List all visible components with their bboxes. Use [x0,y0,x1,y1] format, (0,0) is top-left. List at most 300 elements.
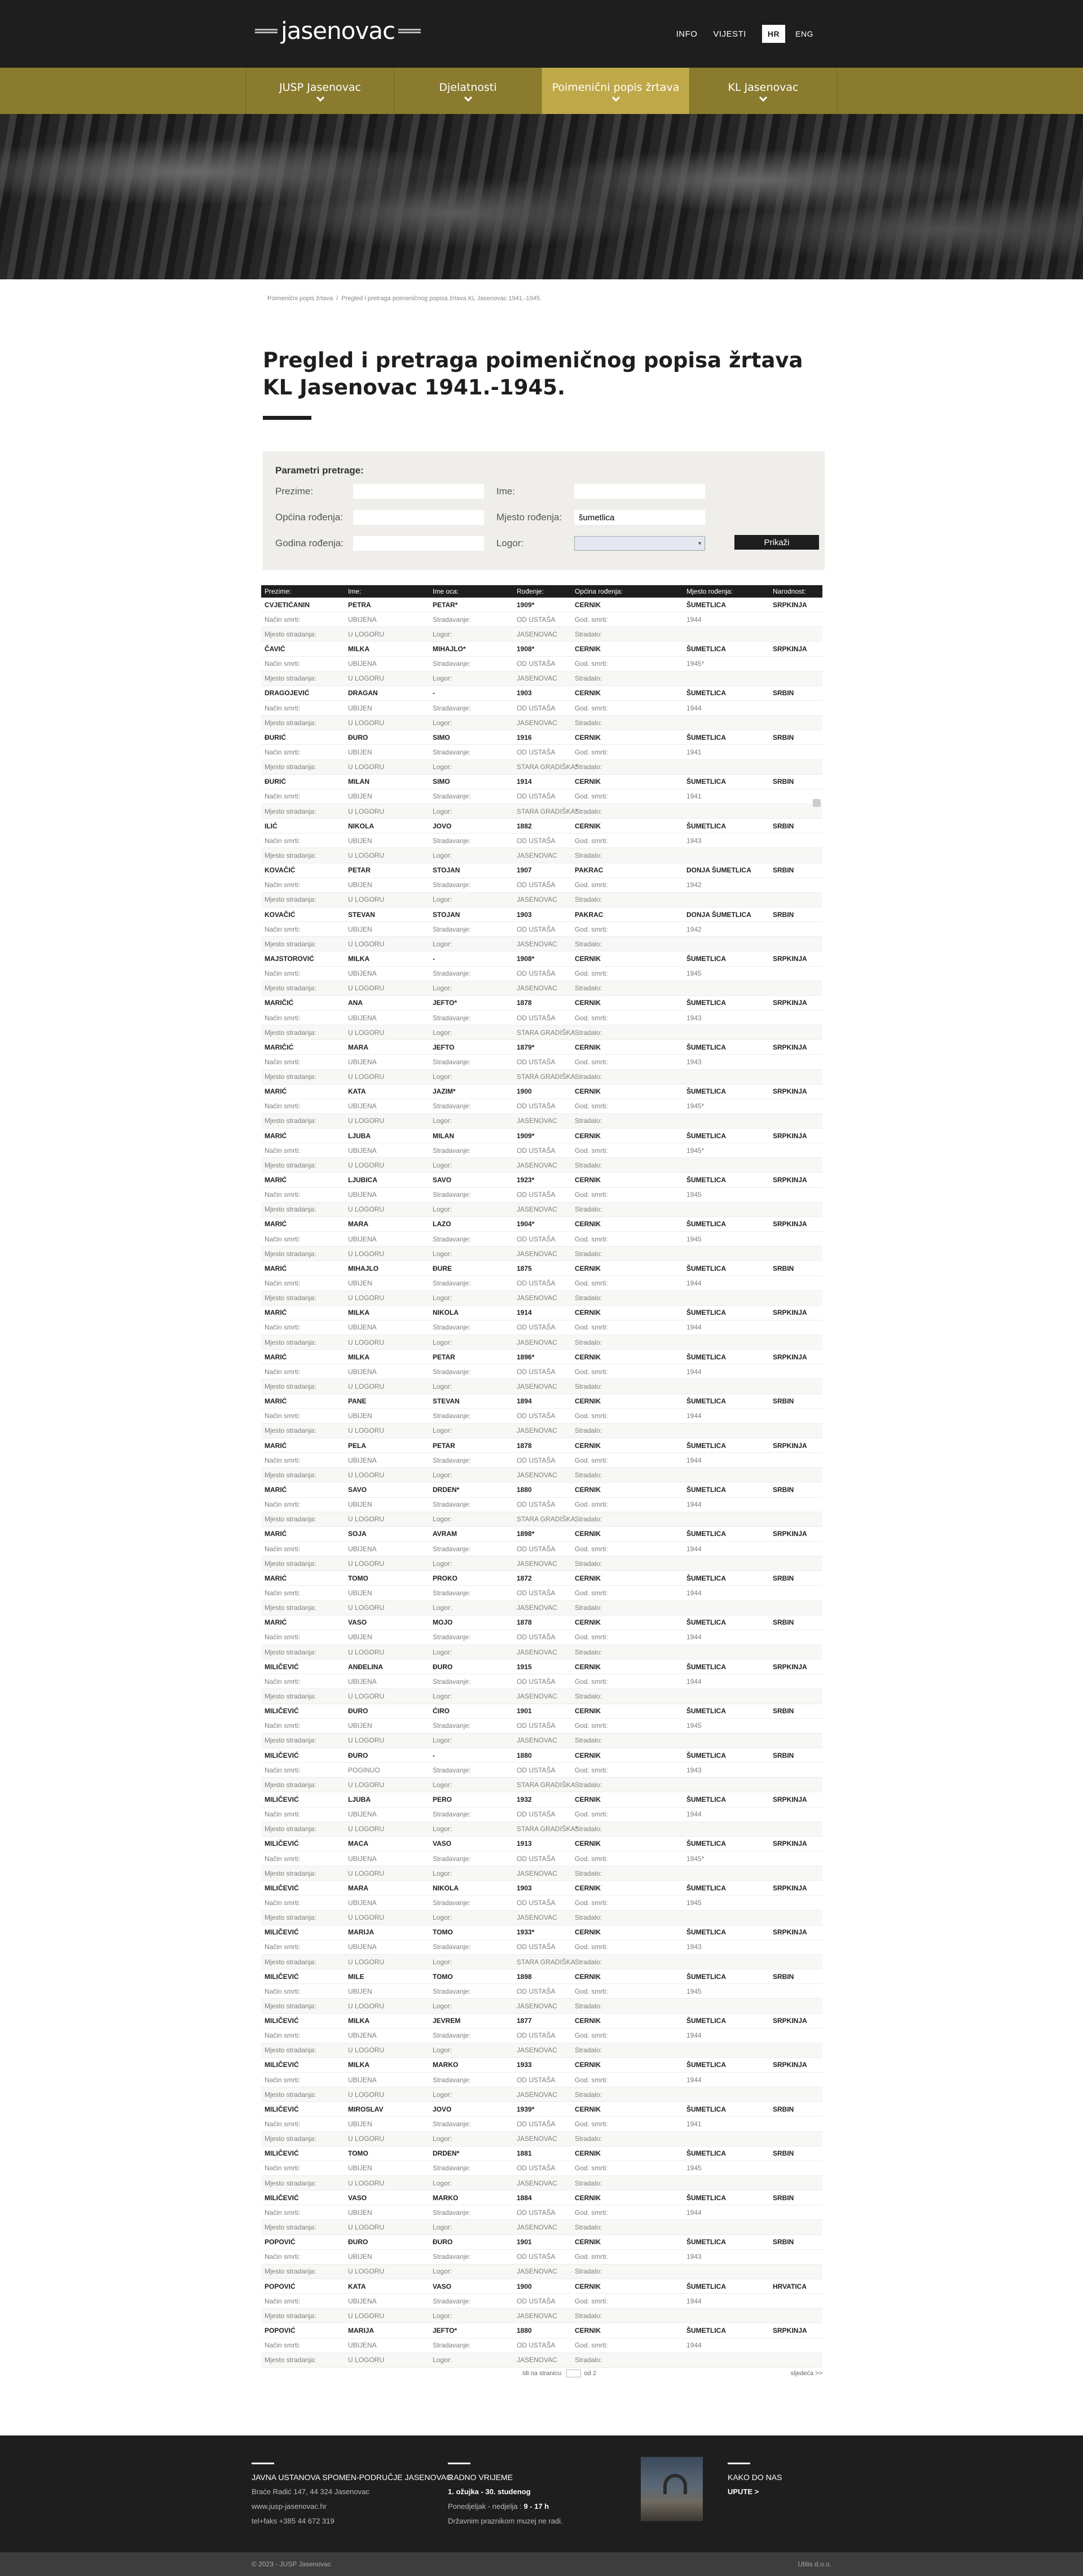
table-cell: SRPKINJA [773,600,807,609]
table-cell: God. smrti: [575,969,608,978]
table-cell: SRBIN [773,689,794,697]
table-cell: JASENOVAC [517,718,557,727]
table-cell: Način smrti: [265,836,301,845]
table-cell: UBIJENA [348,1191,377,1199]
table-row-main [261,730,822,745]
table-row-main [261,2279,822,2294]
table-cell: JASENOVAC [517,1914,557,1922]
table-cell: MARIĆ [265,1486,287,1494]
table-cell: CERNIK [575,1618,601,1627]
table-cell: MARIĆ [265,1530,287,1538]
table-cell: 1933* [517,1928,535,1937]
table-cell: ĆIRO [433,1707,450,1715]
table-cell: Način smrti: [265,1500,301,1509]
table-cell: U LOGORU [348,674,385,683]
table-cell: Stradalo: [575,1294,602,1302]
footer-web-link[interactable]: www.jusp-jasenovac.hr [252,2502,327,2511]
table-cell: U LOGORU [348,1338,385,1346]
table-cell: Mjesto stradanja: [265,1559,316,1568]
table-cell: JASENOVAC [517,1736,557,1745]
table-cell: Stradavanje: [433,1722,471,1730]
table-record [261,2058,822,2102]
table-cell: Stradalo: [575,1073,602,1081]
table-cell: Logor: [433,1604,452,1612]
table-cell: ĐURIĆ [265,778,286,786]
prezime-label: Prezime: [275,486,314,497]
table-row-place [261,1070,822,1085]
table-cell: Stradalo: [575,1515,602,1524]
table-cell: 1945* [686,1102,705,1111]
table-row-place [261,1291,822,1306]
table-cell: God. smrti: [575,792,608,801]
table-cell: U LOGORU [348,1161,385,1169]
table-cell: JEFTO* [433,2327,457,2335]
table-cell: STARA GRADIŠKA* [517,807,578,815]
footer-hours-days: Ponedjeljak - nedjelja : [448,2502,522,2511]
table-cell: 1944 [686,1810,702,1819]
table-cell: Mjesto stradanja: [265,2090,316,2099]
table-cell: Stradalo: [575,1559,602,1568]
developer-link[interactable]: Utilis d.o.o. [798,2560,831,2568]
table-cell: God. smrti: [575,1588,608,1597]
table-row-place [261,804,822,819]
table-cell: JASENOVAC [517,1869,557,1877]
table-record [261,1527,822,1571]
table-cell: DRDEN* [433,1486,460,1494]
table-cell: MARA [348,1220,368,1228]
table-cell: Način smrti: [265,660,301,668]
table-cell: VASO [348,2193,367,2202]
table-cell: OD USTAŠA [517,1854,556,1863]
table-row-place [261,2265,822,2279]
table-cell: MILIČEVIĆ [265,2193,299,2202]
table-cell: MIHAJLO* [433,644,466,653]
table-cell: God. smrti: [575,1235,608,1243]
table-cell: Mjesto stradanja: [265,1161,316,1169]
table-cell: ĐURO [348,733,368,741]
table-cell: Mjesto stradanja: [265,1338,316,1346]
table-cell: Logor: [433,807,452,815]
table-cell: 1908* [517,644,535,653]
table-cell: UBIJENA [348,1810,377,1819]
table-cell: Mjesto stradanja: [265,1958,316,1966]
table-cell: Stradalo: [575,1692,602,1700]
table-row-death [261,1143,822,1158]
table-cell: SRBIN [773,866,794,875]
table-row-main [261,2014,822,2029]
table-cell: U LOGORU [348,1205,385,1214]
table-cell: SRBIN [773,2193,794,2202]
logor-select[interactable] [574,536,705,551]
table-cell: God. smrti: [575,2208,608,2217]
table-cell: Logor: [433,2090,452,2099]
table-cell: Stradalo: [575,896,602,904]
table-cell: Način smrti: [265,1898,301,1907]
table-cell: Stradavanje: [433,925,471,933]
table-row-death [261,1188,822,1203]
table-cell: UBIJENA [348,1057,377,1066]
table-cell: Stradavanje: [433,1766,471,1774]
table-cell: Stradavanje: [433,1544,471,1553]
main-nav-item-djelatnosti[interactable] [394,68,542,114]
next-page-link[interactable]: sljedeća >> [790,2370,822,2377]
table-cell: UBIJEN [348,881,372,889]
search-row-mjesto [496,510,705,525]
table-cell: JOVO [433,822,452,830]
table-cell: ĐURO [348,1707,368,1715]
table-cell: SOJA [348,1530,367,1538]
godina-input[interactable] [353,536,484,551]
chevron-down-icon [316,94,324,102]
table-row-death [261,1851,822,1866]
table-cell: Logor: [433,851,452,859]
footer-contact-title: JAVNA USTANOVA SPOMEN-PODRUČJE JASENOVAC [252,2473,452,2482]
table-cell: Stradavanje: [433,1898,471,1907]
table-record [261,642,822,686]
table-cell: MARIĆ [265,1087,287,1096]
table-cell: Mjesto stradanja: [265,763,316,771]
table-cell: JASENOVAC [517,1383,557,1391]
table-cell: Mjesto stradanja: [265,1736,316,1745]
search-row-ime [496,484,705,499]
table-cell: Način smrti: [265,925,301,933]
table-cell: JASENOVAC [517,2223,557,2232]
table-cell: 1896* [517,1353,535,1361]
table-cell: Logor: [433,1869,452,1877]
table-cell: CERNIK [575,778,601,786]
table-record [261,1129,822,1173]
page-number-input[interactable] [566,2369,581,2377]
table-record [261,2191,822,2235]
table-cell: Stradavanje: [433,836,471,845]
table-cell: Način smrti: [265,2297,301,2305]
table-cell: ŠUMETLICA [686,1662,726,1671]
table-cell: Stradalo: [575,1914,602,1922]
table-cell: 1945 [686,2164,702,2173]
prezime-input[interactable] [353,484,484,499]
table-cell: 1884 [517,2193,532,2202]
table-row-death [261,1453,822,1468]
table-cell: Stradalo: [575,763,602,771]
table-cell: Način smrti: [265,792,301,801]
ime-input[interactable] [574,484,705,499]
table-cell: CERNIK [575,1087,601,1096]
table-cell: Način smrti: [265,1013,301,1022]
table-cell: God. smrti: [575,1766,608,1774]
table-row-place [261,1158,822,1173]
table-cell: CERNIK [575,1707,601,1715]
footer-directions-link[interactable]: UPUTE > [728,2487,759,2496]
table-cell: SRBIN [773,1397,794,1406]
table-cell: UBIJEN [348,1412,372,1420]
table-cell: 1944 [686,704,702,712]
table-cell: CERNIK [575,2193,601,2202]
table-record [261,863,822,907]
table-cell: ŠUMETLICA [686,1043,726,1051]
table-cell: OD USTAŠA [517,969,556,978]
scroll-top-button[interactable] [813,799,821,807]
table-cell: Mjesto stradanja: [265,1914,316,1922]
table-cell: U LOGORU [348,1294,385,1302]
table-cell: UBIJENA [348,969,377,978]
table-row-death [261,878,822,893]
pager-goto [522,2369,596,2377]
table-cell: Način smrti: [265,704,301,712]
prikazi-button[interactable]: Prikaži [734,535,819,550]
table-record [261,1969,822,2013]
nav-link-vijesti[interactable]: VIJESTI [713,29,746,39]
table-cell: 1942 [686,881,702,889]
table-cell: Logor: [433,1825,452,1833]
table-cell: CERNIK [575,600,601,609]
table-cell: Način smrti: [265,1102,301,1111]
table-cell: Stradavanje: [433,1677,471,1686]
opcina-input[interactable] [353,510,484,525]
table-cell: Stradavanje: [433,2297,471,2305]
table-cell: JASENOVAC [517,1604,557,1612]
lang-eng-button[interactable]: ENG [795,29,813,38]
table-cell: JASENOVAC [517,2135,557,2143]
table-cell: God. smrti: [575,2341,608,2350]
table-cell: OD USTAŠA [517,2208,556,2217]
table-cell: Mjesto stradanja: [265,2046,316,2055]
table-cell: CERNIK [575,1795,601,1803]
table-row-main [261,1881,822,1895]
table-cell: Stradalo: [575,1028,602,1037]
table-cell: OD USTAŠA [517,881,556,889]
table-cell: Način smrti: [265,1544,301,1553]
table-cell: Način smrti: [265,2164,301,2173]
table-cell: DONJA ŠUMETLICA [686,910,751,919]
table-row-main [261,2323,822,2338]
mjesto-label: Mjesto rođenja: [496,512,562,523]
table-cell: ŠUMETLICA [686,1353,726,1361]
table-row-death [261,1320,822,1335]
table-cell: Mjesto stradanja: [265,2002,316,2010]
site-logo[interactable] [255,19,421,43]
table-cell: Stradalo: [575,2223,602,2232]
table-row-death [261,1940,822,1955]
table-cell: Stradavanje: [433,660,471,668]
table-cell: CERNIK [575,954,601,963]
table-record [261,951,822,995]
table-cell: Mjesto stradanja: [265,984,316,993]
table-cell: 1941 [686,2120,702,2129]
table-cell: UBIJENA [348,2297,377,2305]
table-cell: SRBIN [773,1618,794,1627]
table-cell: 1943 [686,1057,702,1066]
table-cell: U LOGORU [348,1383,385,1391]
table-cell: HRVATICA [773,2282,807,2290]
table-cell: Mjesto stradanja: [265,1073,316,1081]
table-cell: OD USTAŠA [517,1146,556,1155]
table-cell: Stradavanje: [433,1456,471,1464]
main-nav-item-kl[interactable] [689,68,837,114]
table-row-main [261,686,822,701]
table-cell: UBIJENA [348,2031,377,2040]
table-cell: CERNIK [575,1486,601,1494]
table-cell: OD USTAŠA [517,1898,556,1907]
table-row-place [261,2043,822,2058]
lang-hr-button[interactable]: HR [762,25,785,43]
table-cell: Način smrti: [265,1677,301,1686]
main-nav-item-jusp[interactable] [246,68,394,114]
table-cell: SRBIN [773,1972,794,1981]
table-record [261,1085,822,1129]
table-cell: STARA GRADIŠKA [517,1028,575,1037]
table-cell: KATA [348,2282,366,2290]
table-row-main [261,1837,822,1851]
table-cell: ŠUMETLICA [686,1840,726,1848]
chevron-down-icon [611,94,619,102]
table-cell: God. smrti: [575,2075,608,2084]
table-cell: MARA [348,1043,368,1051]
table-cell: Stradalo: [575,1958,602,1966]
table-cell: OD USTAŠA [517,1633,556,1642]
table-cell: MARIJA [348,2327,375,2335]
table-cell: Mjesto stradanja: [265,1515,316,1524]
table-cell: MILE [348,1972,364,1981]
table-cell: Mjesto stradanja: [265,896,316,904]
table-row-main [261,1792,822,1807]
table-cell: CERNIK [575,644,601,653]
table-cell: ŠUMETLICA [686,1176,726,1184]
table-cell: OD USTAŠA [517,2120,556,2129]
table-cell: Logor: [433,1338,452,1346]
table-cell: 1941 [686,792,702,801]
table-cell: God. smrti: [575,1677,608,1686]
table-cell: God. smrti: [575,925,608,933]
footer-hours-time: 9 - 17 h [523,2502,549,2511]
table-cell: MILIČEVIĆ [265,1795,299,1803]
table-cell: JEVREM [433,2017,461,2025]
table-cell: U LOGORU [348,1869,385,1877]
table-cell: Mjesto stradanja: [265,1780,316,1789]
table-cell: KOVAČIĆ [265,910,296,919]
table-cell: 1877 [517,2017,532,2025]
table-cell: 1943 [686,2253,702,2261]
table-cell: Način smrti: [265,1146,301,1155]
table-cell: Mjesto stradanja: [265,1825,316,1833]
table-cell: ŠUMETLICA [686,822,726,830]
table-cell: Mjesto stradanja: [265,1294,316,1302]
table-cell: Mjesto stradanja: [265,674,316,683]
table-cell: DRAGOJEVIĆ [265,689,310,697]
table-row-main [261,1040,822,1055]
table-row-death [261,1055,822,1069]
table-cell: 1944 [686,615,702,624]
table-cell: STARA GRADIŠKA* [517,1825,578,1833]
table-row-death [261,1895,822,1910]
table-cell: Stradavanje: [433,1987,471,1995]
table-row-death [261,1763,822,1778]
table-cell: 1909* [517,600,535,609]
table-cell: Stradavanje: [433,2031,471,2040]
table-cell: U LOGORU [348,2002,385,2010]
footer-hours [448,2463,563,2529]
table-cell: CERNIK [575,1928,601,1937]
table-row-main [261,1704,822,1719]
breadcrumb-link[interactable]: Poimenični popis žrtava [267,295,333,302]
table-cell: Logor: [433,2356,452,2364]
table-row-place [261,1778,822,1792]
table-cell: Logor: [433,1515,452,1524]
table-row-main [261,1394,822,1409]
mjesto-input[interactable] [574,510,705,525]
table-row-main [261,1306,822,1320]
table-cell: ŠUMETLICA [686,1574,726,1582]
table-cell: 1945* [686,1146,705,1155]
table-cell: OD USTAŠA [517,748,556,756]
table-record [261,1571,822,1615]
table-cell: MILAN [433,1131,454,1140]
table-cell: OD USTAŠA [517,1013,556,1022]
table-cell: Logor: [433,2223,452,2232]
table-cell: OD USTAŠA [517,836,556,845]
table-cell: MIROSLAV [348,2105,384,2113]
table-row-main [261,1660,822,1674]
table-cell: ANA [348,999,363,1007]
table-cell: SRPKINJA [773,1662,807,1671]
table-cell: PANE [348,1397,367,1406]
nav-link-info[interactable]: INFO [676,29,698,39]
table-cell: Logor: [433,896,452,904]
table-cell: CERNIK [575,2327,601,2335]
table-cell: PETAR [348,866,371,875]
main-nav-item-popis[interactable] [542,68,689,114]
search-heading: Parametri pretrage: [275,465,364,476]
table-cell: God. smrti: [575,615,608,624]
logo-lines-icon [398,29,421,33]
table-cell: UBIJENA [348,1456,377,1464]
table-row-place [261,2309,822,2323]
table-cell: 1901 [517,1707,532,1715]
table-cell: CERNIK [575,822,601,830]
table-row-main [261,1527,822,1542]
table-cell: Mjesto stradanja: [265,851,316,859]
footer-hours-season: 1. ožujka - 30. studenog [448,2487,531,2496]
table-row-death [261,1542,822,1556]
table-cell: Stradalo: [575,1249,602,1258]
table-cell: ĐURO [433,2238,453,2246]
table-row-place [261,1114,822,1129]
table-cell: ŠUMETLICA [686,1751,726,1759]
table-cell: UBIJENA [348,1367,377,1376]
table-cell: SRPKINJA [773,1176,807,1184]
table-row-death [261,1586,822,1600]
table-cell: Logor: [433,630,452,638]
results-table [261,585,822,2368]
table-cell: 1944 [686,1279,702,1288]
copyright-bar [0,2552,1083,2576]
table-cell: Mjesto stradanja: [265,2356,316,2364]
table-row-death [261,1719,822,1734]
table-row-main [261,1129,822,1143]
table-row-place [261,1025,822,1040]
search-row-godina [275,536,484,551]
table-cell: STARA GRADIŠKA* [517,763,578,771]
table-cell: MARIĆ [265,1220,287,1228]
table-cell: Stradalo: [575,718,602,727]
table-record [261,1616,822,1660]
table-cell: God. smrti: [575,1323,608,1332]
table-cell: Način smrti: [265,881,301,889]
table-cell: OD USTAŠA [517,1367,556,1376]
table-row-main [261,2058,822,2073]
table-cell: STEVAN [348,910,375,919]
table-cell: PERO [433,1795,452,1803]
table-cell: SRPKINJA [773,1795,807,1803]
